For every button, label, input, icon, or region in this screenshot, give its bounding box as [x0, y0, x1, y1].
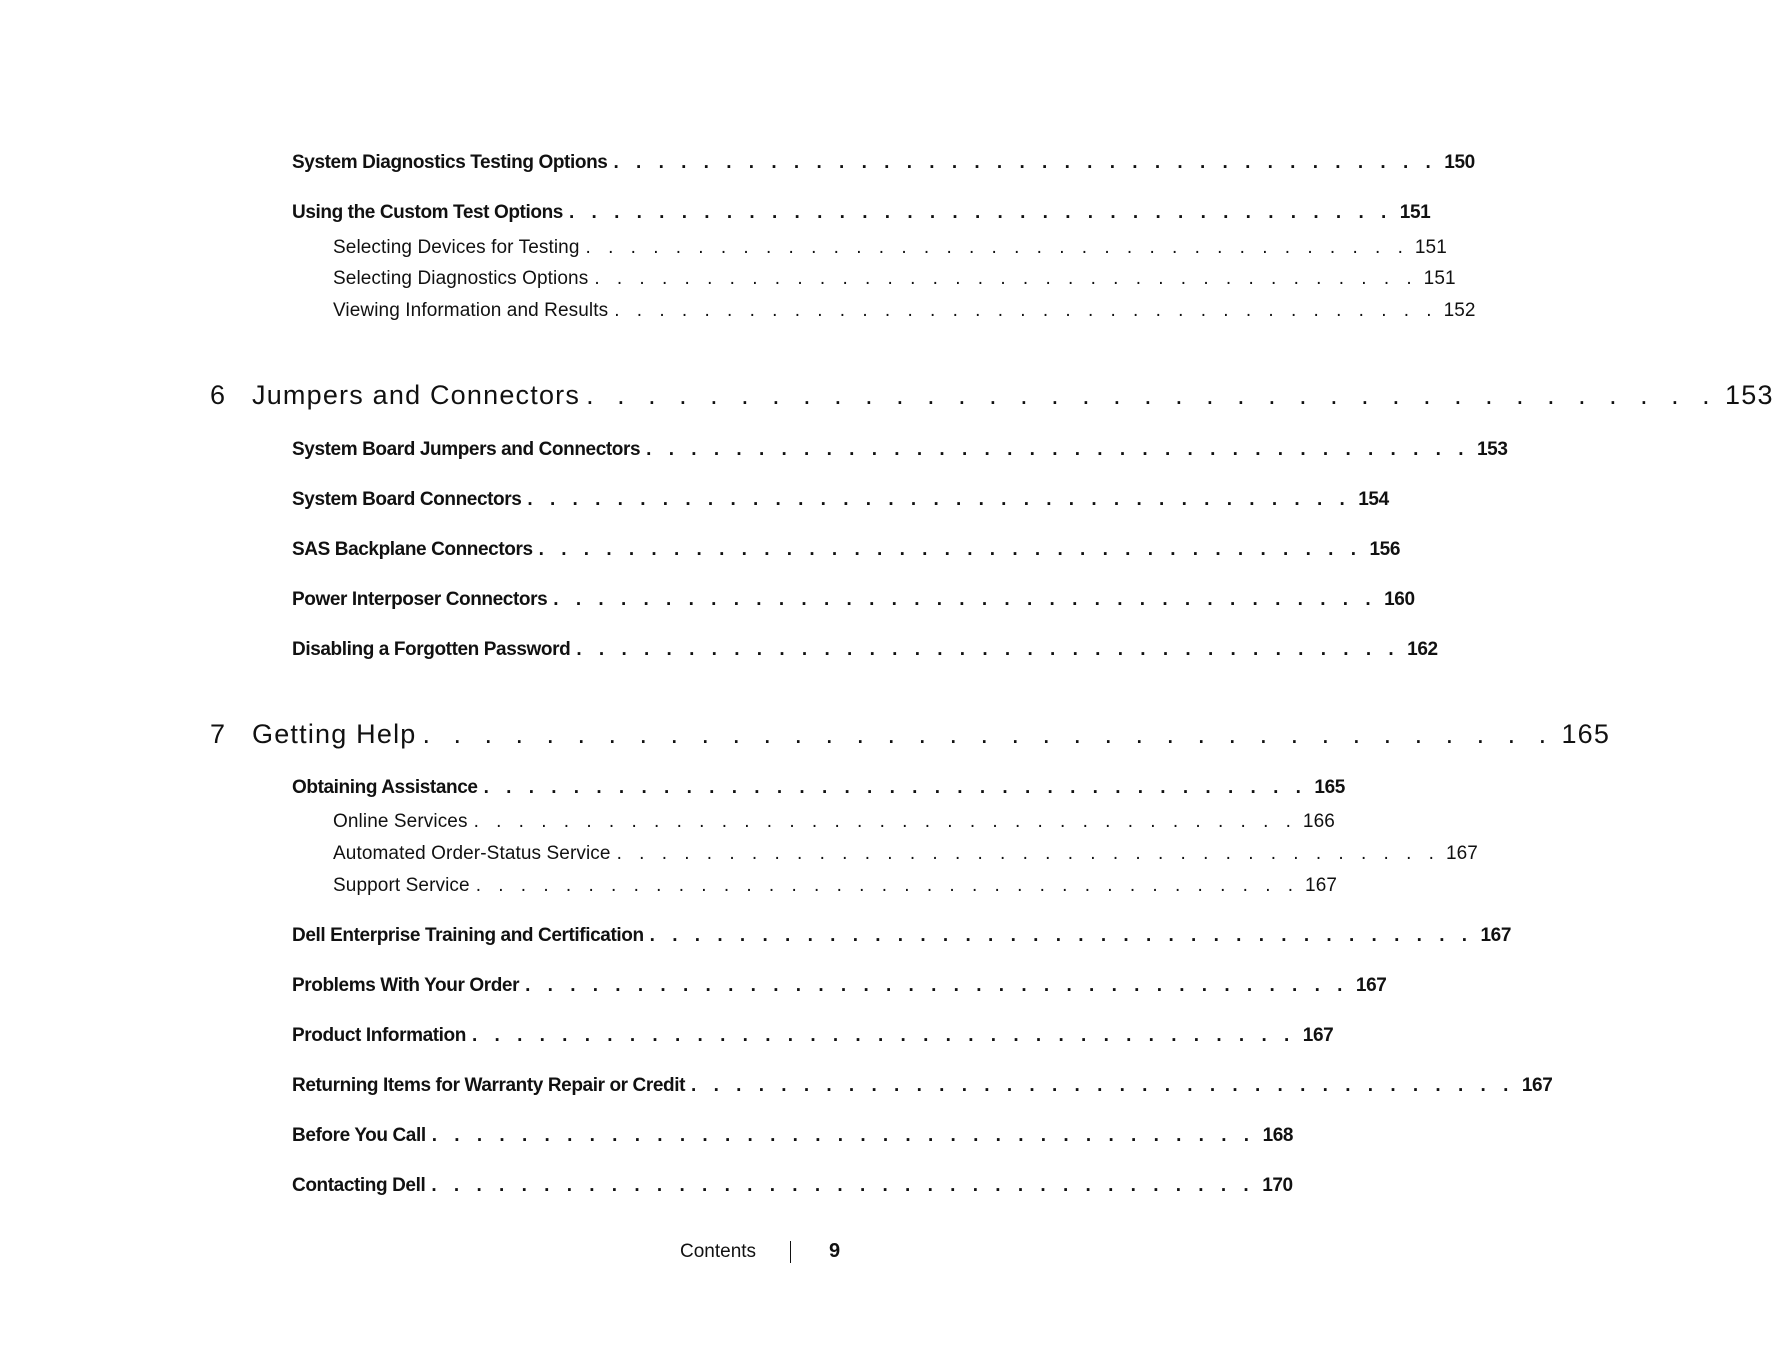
toc-entry-label: Product Information	[292, 1025, 466, 1046]
chapter-page: 165	[1561, 719, 1611, 749]
dot-leader: . . . . . . . . . . . . . . . . . . . . . . . . . . . . . . . . . . . . .	[483, 777, 1307, 798]
dot-leader: . . . . . . . . . . . . . . . . . . . . . . . . . . . . . . . . . . . . .	[431, 1175, 1255, 1196]
dot-leader: . . . . . . . . . . . . . . . . . . . . . . . . . . . . . . . . . . . . .	[649, 925, 1474, 946]
toc-entry-page: 165	[1314, 777, 1345, 798]
toc-chapter[interactable]	[210, 380, 1774, 411]
dot-leader: . . . . . . . . . . . . . . . . . . . . . . . . . . . . . . . . . . . . .	[568, 202, 1393, 223]
chapter-number: 6	[210, 380, 227, 410]
toc-entry-label: Automated Order-Status Service	[333, 843, 611, 864]
toc-entry[interactable]	[292, 1025, 1334, 1047]
chapter-page: 153	[1725, 380, 1774, 410]
toc-entry[interactable]	[292, 152, 1475, 174]
toc-entry-page: 156	[1369, 539, 1400, 560]
toc-entry-page: 170	[1262, 1175, 1293, 1196]
toc-entry-label: Online Services	[333, 811, 468, 832]
footer-section-label: Contents	[680, 1240, 757, 1262]
toc-entry-label: Dell Enterprise Training and Certification	[292, 925, 644, 946]
toc-entry-page: 167	[1302, 1025, 1334, 1046]
toc-entry-label: Before You Call	[292, 1125, 426, 1146]
dot-leader: . . . . . . . . . . . . . . . . . . . . . . . . . . . . . . . . . . . . .	[586, 380, 1718, 410]
dot-leader: . . . . . . . . . . . . . . . . . . . . . . . . . . . . . . . . . . . . .	[553, 589, 1377, 610]
dot-leader: . . . . . . . . . . . . . . . . . . . . . . . . . . . . . . . . . . . . .	[431, 1125, 1256, 1146]
dot-leader: . . . . . . . . . . . . . . . . . . . . . . . . . . . . . . . . . . . . .	[585, 237, 1409, 258]
dot-leader: . . . . . . . . . . . . . . . . . . . . . . . . . . . . . . . . . . . . .	[473, 811, 1297, 832]
dot-leader: . . . . . . . . . . . . . . . . . . . . . . . . . . . . . . . . . . . . .	[594, 268, 1418, 289]
toc-entry[interactable]	[292, 1175, 1293, 1197]
dot-leader: . . . . . . . . . . . . . . . . . . . . . . . . . . . . . . . . . . . . .	[646, 439, 1470, 460]
toc-entry-page: 152	[1443, 300, 1476, 321]
toc-entry-page: 167	[1355, 975, 1387, 996]
dot-leader: . . . . . . . . . . . . . . . . . . . . . . . . . . . . . . . . . . . . .	[616, 843, 1440, 864]
toc-entry-page: 153	[1477, 439, 1508, 460]
toc-entry[interactable]	[292, 539, 1400, 561]
toc-entry-label: Obtaining Assistance	[292, 777, 478, 798]
toc-entry-label: Viewing Information and Results	[333, 300, 609, 321]
toc-entry-page: 167	[1305, 875, 1338, 896]
toc-subentry[interactable]	[333, 811, 1335, 833]
toc-entry[interactable]	[292, 589, 1415, 611]
footer-divider	[790, 1241, 791, 1263]
toc-entry-page: 162	[1407, 639, 1438, 660]
toc-entry-page: 154	[1358, 489, 1389, 510]
toc-entry-page: 151	[1414, 237, 1447, 258]
toc-entry-label: System Board Jumpers and Connectors	[292, 439, 641, 460]
dot-leader: . . . . . . . . . . . . . . . . . . . . . . . . . . . . . . . . . . . . .	[613, 152, 1437, 173]
chapter-number: 7	[210, 719, 227, 749]
toc-entry-label: Power Interposer Connectors	[292, 589, 548, 610]
toc-entry[interactable]	[292, 925, 1512, 947]
dot-leader: . . . . . . . . . . . . . . . . . . . . . . . . . . . . . . . . . . . . .	[471, 1025, 1296, 1046]
toc-entry-label: Problems With Your Order	[292, 975, 520, 996]
toc-entry-page: 160	[1384, 589, 1415, 610]
toc-entry-page: 151	[1423, 268, 1456, 289]
dot-leader: . . . . . . . . . . . . . . . . . . . . . . . . . . . . . . . . . . . . .	[525, 975, 1349, 996]
dot-leader: . . . . . . . . . . . . . . . . . . . . . . . . . . . . . . . . . . . . .	[538, 539, 1362, 560]
toc-chapter[interactable]	[210, 719, 1611, 750]
toc-entry-page: 167	[1445, 843, 1478, 864]
dot-leader: . . . . . . . . . . . . . . . . . . . . . . . . . . . . . . . . . . . . .	[576, 639, 1400, 660]
toc-entry-label: Using the Custom Test Options	[292, 202, 563, 223]
toc-entry[interactable]	[292, 439, 1508, 461]
toc-entry-label: Contacting Dell	[292, 1175, 426, 1196]
toc-subentry[interactable]	[333, 843, 1478, 865]
toc-entry[interactable]	[292, 1125, 1294, 1147]
toc-entry-page: 150	[1444, 152, 1475, 173]
page-footer	[680, 1240, 840, 1263]
toc-entry-page: 167	[1480, 925, 1512, 946]
toc-entry-page: 151	[1399, 202, 1431, 223]
dot-leader: . . . . . . . . . . . . . . . . . . . . . . . . . . . . . . . . . . . . .	[691, 1075, 1515, 1096]
toc-entry-label: Returning Items for Warranty Repair or Credit	[292, 1075, 686, 1096]
toc-entry-label: Selecting Devices for Testing	[333, 237, 580, 258]
toc-entry-label: System Diagnostics Testing Options	[292, 152, 608, 173]
toc-entry[interactable]	[292, 202, 1431, 224]
footer-page-number: 9	[829, 1240, 841, 1262]
toc-entry-page: 167	[1521, 1075, 1553, 1096]
dot-leader: . . . . . . . . . . . . . . . . . . . . . . . . . . . . . . . . . . . . .	[614, 300, 1438, 321]
chapter-title: Getting Help	[252, 719, 417, 749]
toc-entry[interactable]	[292, 1075, 1553, 1097]
dot-leader: . . . . . . . . . . . . . . . . . . . . . . . . . . . . . . . . . . . . .	[527, 489, 1351, 510]
dot-leader: . . . . . . . . . . . . . . . . . . . . . . . . . . . . . . . . . . . . .	[475, 875, 1300, 896]
toc-subentry[interactable]	[333, 268, 1456, 290]
toc-entry-label: Support Service	[333, 875, 470, 896]
toc-entry[interactable]	[292, 639, 1438, 661]
toc-subentry[interactable]	[333, 300, 1476, 322]
toc-entry-page: 166	[1302, 811, 1335, 832]
toc-subentry[interactable]	[333, 875, 1338, 897]
toc-entry-label: Disabling a Forgotten Password	[292, 639, 571, 660]
chapter-title: Jumpers and Connectors	[252, 380, 581, 410]
toc-entry-label: System Board Connectors	[292, 489, 522, 510]
dot-leader: . . . . . . . . . . . . . . . . . . . . . . . . . . . . . . . . . . . . .	[422, 719, 1555, 749]
toc-subentry[interactable]	[333, 237, 1447, 259]
toc-entry-page: 168	[1262, 1125, 1294, 1146]
toc-entry-label: SAS Backplane Connectors	[292, 539, 533, 560]
toc-entry[interactable]	[292, 489, 1389, 511]
toc-entry-label: Selecting Diagnostics Options	[333, 268, 589, 289]
toc-entry[interactable]	[292, 975, 1387, 997]
toc-entry[interactable]	[292, 777, 1345, 799]
